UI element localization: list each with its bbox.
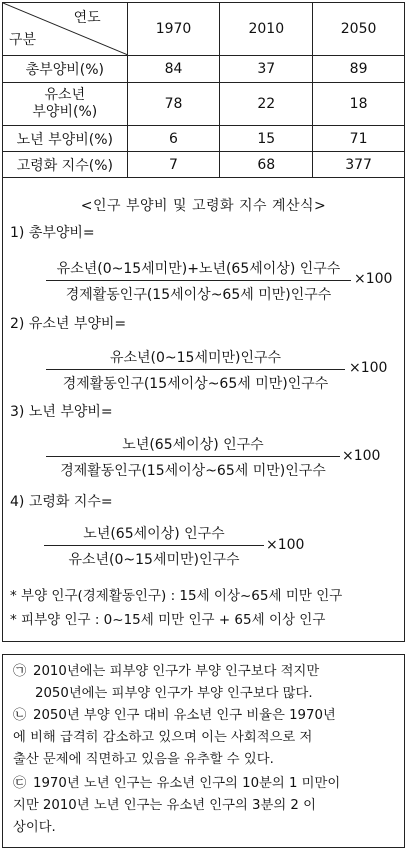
statement-line: 1970년 노년 인구는 유소년 인구의 10분의 1 미만이 <box>33 776 341 791</box>
table-cell: 37 <box>220 56 313 83</box>
table-cell: 84 <box>127 56 220 83</box>
table-header-row <box>3 3 405 56</box>
row-label: 고령화 지수(%) <box>3 152 128 178</box>
formula-title: <인구 부양비 및 고령화 지수 계산식> <box>80 198 327 214</box>
row-label: 노년 부양비(%) <box>3 126 128 152</box>
times-100: ×100 <box>349 360 388 376</box>
formula-1-fraction <box>46 258 351 304</box>
statement-c <box>13 773 398 839</box>
statement-line: 지만 2010년 노년 인구는 유소년 인구의 3분의 2 이 <box>13 798 316 813</box>
table-cell: 68 <box>220 152 313 178</box>
times-100: ×100 <box>354 271 393 287</box>
formula-4-fraction <box>44 523 264 569</box>
header-diagonal-cell <box>3 3 128 56</box>
fraction-bar <box>44 545 264 546</box>
footnote-dependent-population: * 피부양 인구 : 0~15세 미만 인구 + 65세 이상 인구 <box>10 612 326 628</box>
statement-line: 2050년에는 피부양 인구가 부양 인구보다 많다. <box>35 686 313 701</box>
formula-1-denominator: 경제활동인구(15세이상~65세 미만)인구수 <box>65 287 332 303</box>
table-cell: 377 <box>313 152 405 178</box>
table-cell: 6 <box>127 126 220 152</box>
statements-box <box>2 654 405 848</box>
statistics-table <box>2 2 405 178</box>
times-100: ×100 <box>266 537 305 553</box>
formula-3-label: 3) 노년 부양비= <box>10 404 113 420</box>
formula-2-numerator: 유소년(0~15세미만)인구수 <box>109 350 282 366</box>
formula-2-denominator: 경제활동인구(15세이상~65세 미만)인구수 <box>62 376 329 392</box>
fraction-bar <box>46 280 351 281</box>
formula-4-denominator: 유소년(0~15세미만)인구수 <box>68 552 240 568</box>
year-header: 2050 <box>313 3 405 56</box>
formula-3-denominator: 경제활동인구(15세이상~65세 미만)인구수 <box>60 463 326 479</box>
fraction-bar <box>46 456 340 457</box>
row-label: 총부양비(%) <box>3 56 128 83</box>
formula-3-fraction <box>46 434 340 480</box>
year-header: 2010 <box>220 3 313 56</box>
statement-marker: ㉢ <box>13 776 27 791</box>
table-row <box>3 152 405 178</box>
formula-4-label: 4) 고령화 지수= <box>10 494 113 510</box>
table-cell: 71 <box>313 126 405 152</box>
row-label-line: 부양비(%) <box>32 104 98 120</box>
times-100: ×100 <box>342 448 381 464</box>
statement-b <box>13 705 398 771</box>
statement-line: 2050년 부양 인구 대비 유소년 인구 비율은 1970년 <box>33 708 336 723</box>
statement-a <box>13 661 398 705</box>
formula-2-fraction <box>46 347 345 393</box>
footnote-supporting-population: * 부양 인구(경제활동인구) : 15세 이상~65세 미만 인구 <box>10 588 343 604</box>
table-row <box>3 83 405 126</box>
table-cell: 18 <box>313 83 405 126</box>
header-category-label: 구분 <box>9 32 37 48</box>
table-row <box>3 126 405 152</box>
statement-line: 출산 문제에 직면하고 있음을 유추할 수 있다. <box>13 752 274 767</box>
formula-1-numerator: 유소년(0~15세미만)+노년(65세이상) 인구수 <box>56 261 341 277</box>
formula-2-label: 2) 유소년 부양비= <box>10 316 127 332</box>
statement-line: 에 비해 급격히 감소하고 있으며 이는 사회적으로 저 <box>13 730 313 745</box>
statement-line: 2010년에는 피부양 인구가 부양 인구보다 적지만 <box>33 664 320 679</box>
table-cell: 89 <box>313 56 405 83</box>
table-cell: 78 <box>127 83 220 126</box>
statement-marker: ㉠ <box>13 664 27 679</box>
table-cell: 22 <box>220 83 313 126</box>
table-cell: 7 <box>127 152 220 178</box>
row-label-line: 유소년 <box>44 87 86 103</box>
statement-marker: ㉡ <box>13 708 27 723</box>
year-header: 1970 <box>127 3 220 56</box>
row-label <box>3 83 128 126</box>
formula-1-label: 1) 총부양비= <box>10 225 95 241</box>
table-cell: 15 <box>220 126 313 152</box>
table-row <box>3 56 405 83</box>
statement-line: 상이다. <box>13 820 56 835</box>
formula-4-numerator: 노년(65세이상) 인구수 <box>83 526 225 542</box>
formula-3-numerator: 노년(65세이상) 인구수 <box>122 437 264 453</box>
fraction-bar <box>46 369 345 370</box>
header-year-label: 연도 <box>73 10 101 26</box>
